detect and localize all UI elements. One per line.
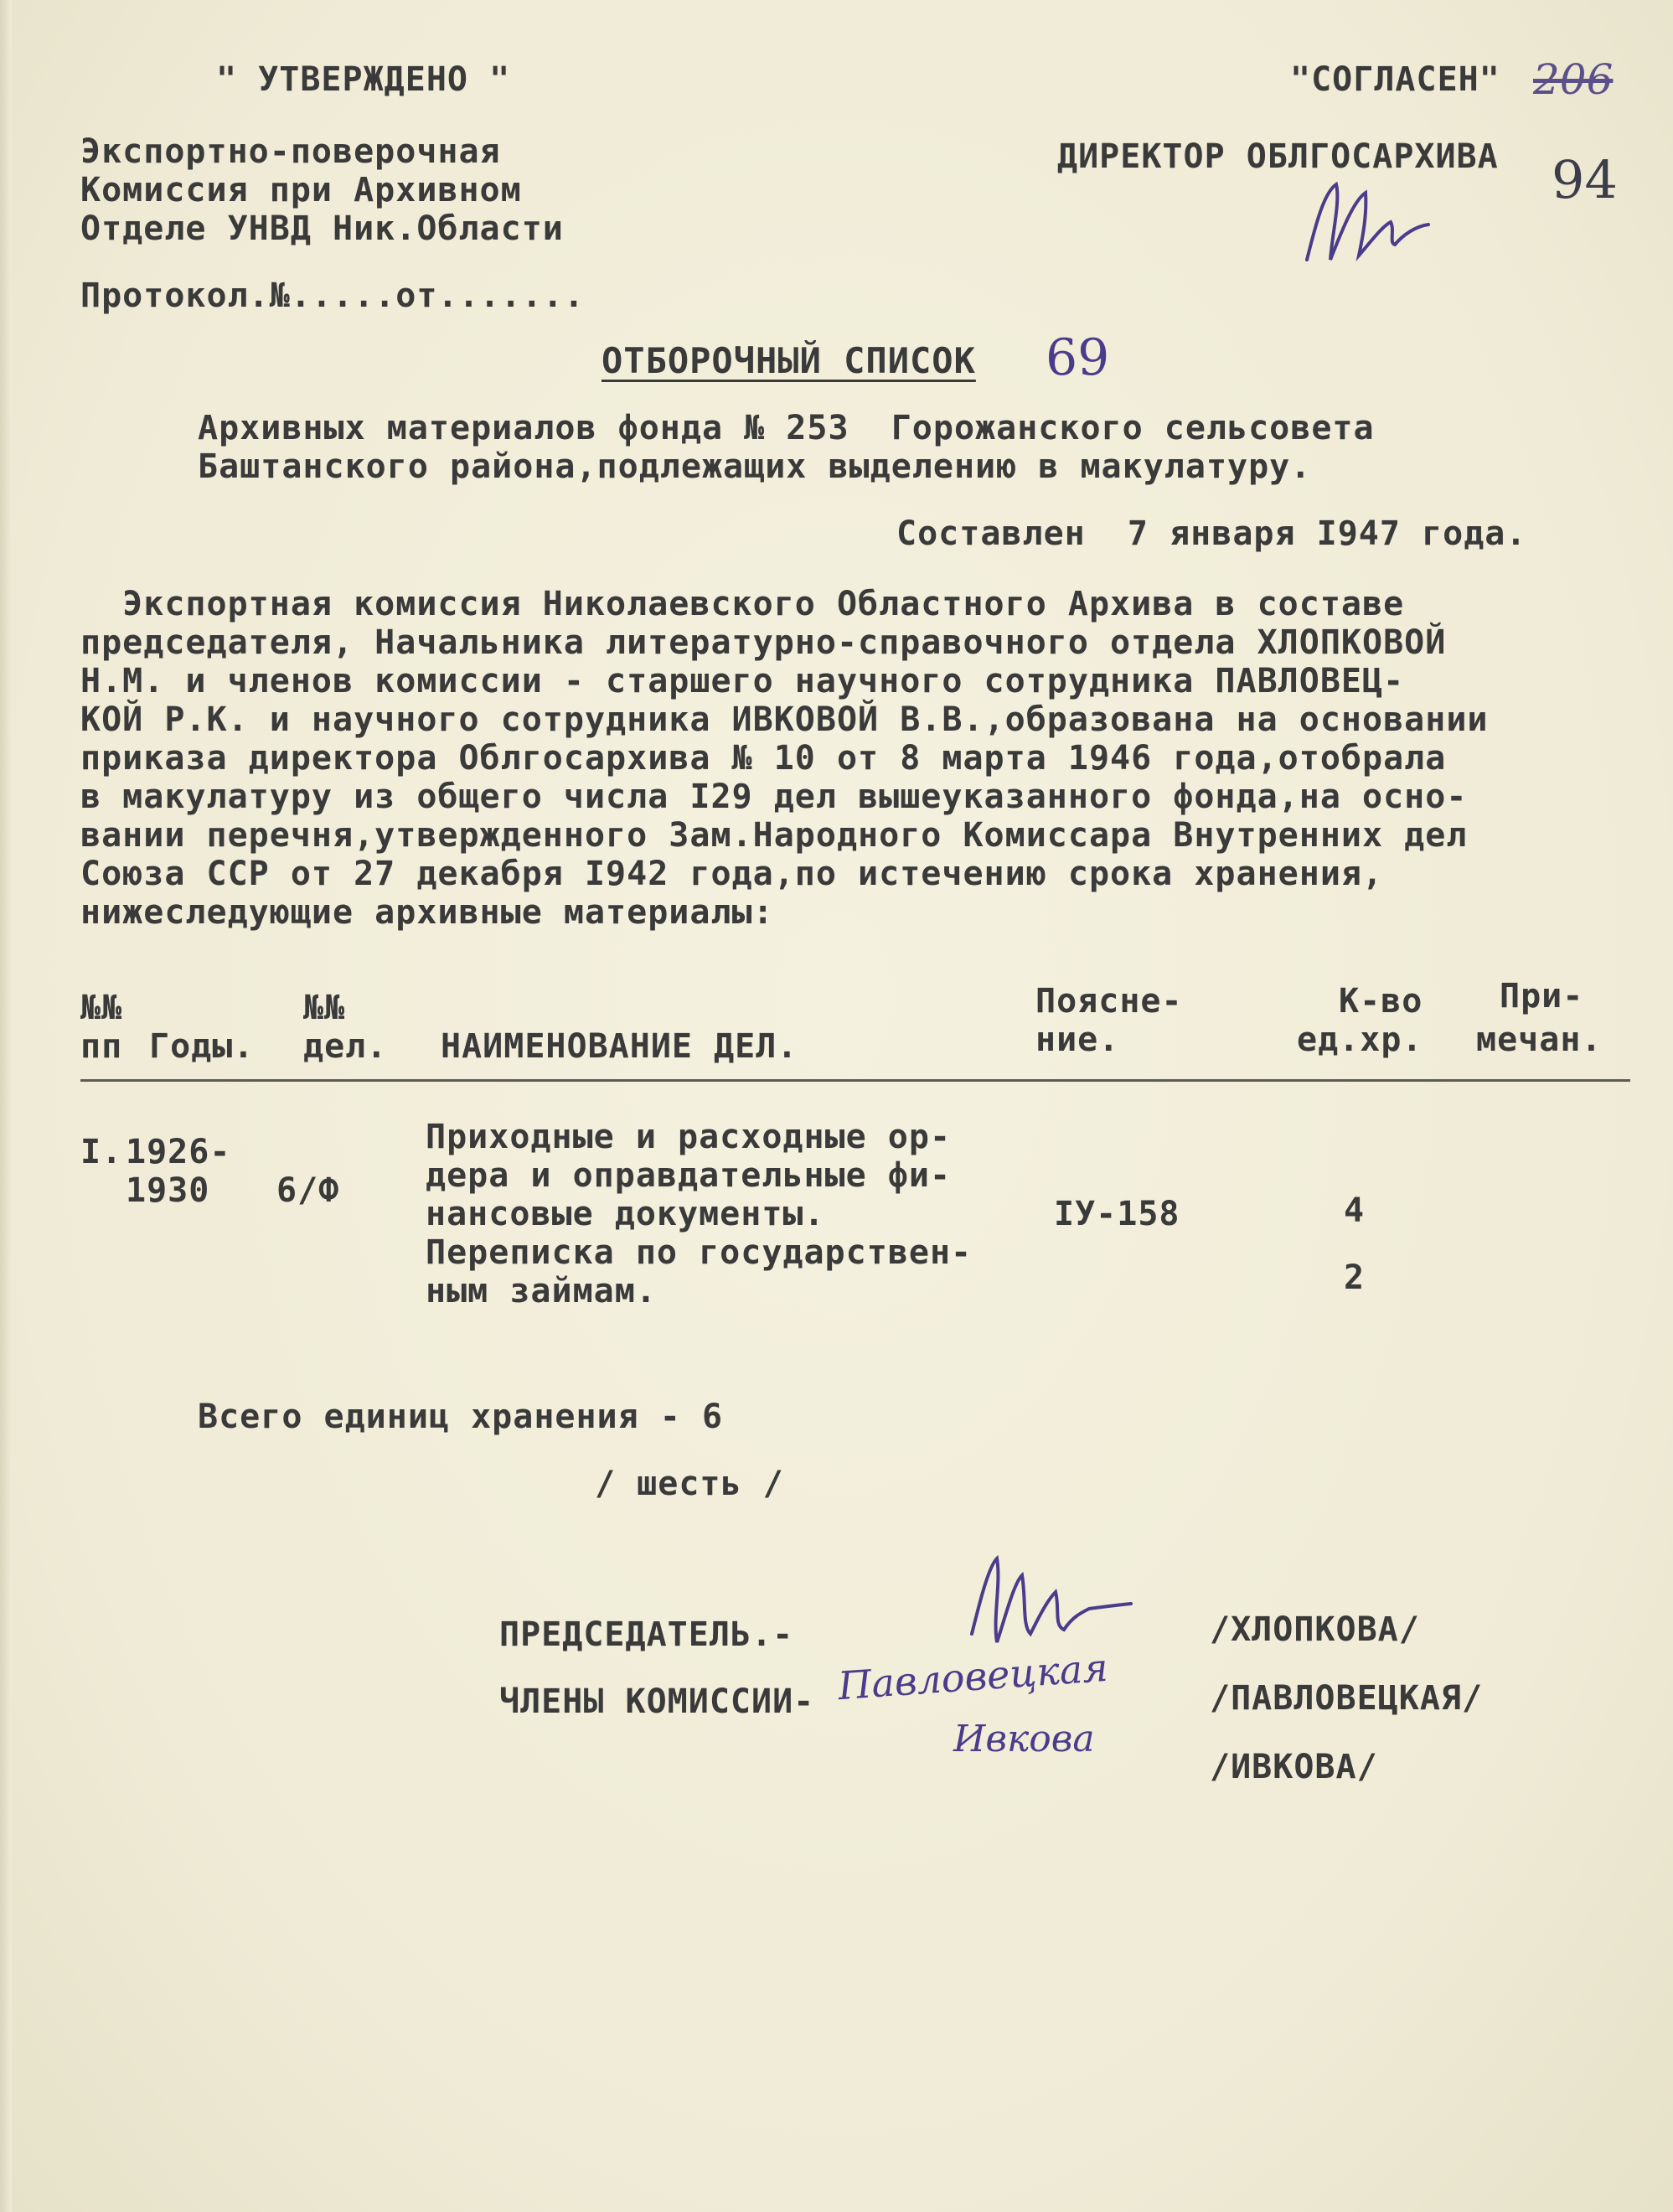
body-line: в макулатуру из общего числа I29 дел вышеуказанного фонда,на осно- [80,778,1468,816]
row-expl: IУ-158 [1054,1195,1180,1233]
protocol-line: Протокол.№.....от....... [80,276,585,315]
header-expl-line-1: Поясне- [1035,982,1183,1021]
row-name-line: ным займам. [426,1272,657,1310]
member-name-2: /ИВКОВА/ [1210,1748,1378,1786]
body-line: Союза ССР от 27 декабря I942 года,по истечению срока хранения, [80,855,1384,893]
row-dels: 6/Ф [276,1171,340,1210]
body-line: Н.М. и членов комиссии - старшего научного сотрудника ПАВЛОВЕЦ- [80,662,1405,700]
header-count-line-2: ед.хр. [1297,1021,1423,1059]
agreed-label: "СОГЛАСЕН" [1290,60,1500,99]
header-name: НАИМЕНОВАНИЕ ДЕЛ. [441,1027,798,1066]
body-line: председателя, Начальника литературно-справочного отдела ХЛОПКОВОЙ [80,623,1447,662]
body-line: КОЙ Р.К. и научного сотрудника ИВКОВОЙ В.В.,образована на основании [80,700,1489,739]
header-nn-line-1: №№ [80,989,123,1027]
header-dels-line-1: №№ [303,989,346,1027]
member-name-1: /ПАВЛОВЕЦКАЯ/ [1210,1679,1484,1718]
row-count-2: 2 [1344,1258,1366,1297]
members-label: ЧЛЕНЫ КОМИССИИ- [499,1682,815,1721]
total-units: Всего единиц хранения - 6 [198,1398,724,1436]
member-signature-2: Ивкова [953,1718,1095,1760]
subtitle-line-1: Архивных материалов фонда № 253 Горожанского сельсовета [198,409,1375,447]
approved-org-line-3: Отделе УНВД Ник.Области [80,209,564,248]
body-line: нижеследующие архивные материалы: [80,893,774,932]
header-note-line-1: При- [1500,977,1584,1016]
handwritten-page-number-old: 206 [1533,55,1614,104]
body-line: вании перечня,утвержденного Зам.Народного Комиссара Внутренних дел [80,816,1468,855]
chairman-name: /ХЛОПКОВА/ [1210,1610,1420,1649]
header-expl-line-2: ние. [1035,1021,1120,1059]
approved-org-line-2: Комиссия при Архивном [80,171,522,209]
body-line: приказа директора Облгосархива № 10 от 8 марта 1946 года,отобрала [80,739,1447,778]
document-title: ОТБОРОЧНЫЙ СПИСОК [602,340,976,381]
member-signature-1: Павловецкая [836,1644,1110,1709]
header-count-line-1: К-во [1339,982,1423,1021]
subtitle-line-2: Баштанского района,подлежащих выделению в макулатуру. [198,447,1312,486]
chairman-label: ПРЕДСЕДАТЕЛЬ.- [499,1615,794,1654]
row-name-line: нансовые документы. [426,1195,825,1233]
approved-label: " УТВЕРЖДЕНО " [216,60,511,99]
row-count-1: 4 [1344,1191,1366,1230]
row-name-line: Переписка по государствен- [426,1233,973,1272]
compiled-date: Составлен 7 января I947 года. [896,514,1527,553]
table-header-divider [80,1079,1630,1082]
header-note-line-2: мечан. [1476,1021,1603,1059]
header-years: Годы. [149,1027,255,1066]
handwritten-page-number: 94 [1552,149,1618,210]
header-dels-line-2: дел. [303,1027,388,1066]
director-signature [1290,176,1441,276]
row-years-line-1: 1926- [126,1133,231,1171]
approved-org-line-1: Экспортно-поверочная [80,132,501,171]
row-name-line: Приходные и расходные ор- [426,1118,952,1156]
page-edge-shadow [0,0,12,2212]
body-line: Экспортная комиссия Николаевского Областного Архива в составе [80,585,1405,623]
director-title: ДИРЕКТОР ОБЛГОСАРХИВА [1057,137,1499,176]
header-nn-line-2: пп [80,1027,123,1066]
handwritten-document-number: 69 [1046,328,1110,387]
row-nn: I. [80,1133,123,1171]
row-name-line: дера и оправдательные фи- [426,1156,952,1195]
row-years-line-2: 1930 [126,1171,210,1210]
total-units-words: / шесть / [595,1465,784,1503]
